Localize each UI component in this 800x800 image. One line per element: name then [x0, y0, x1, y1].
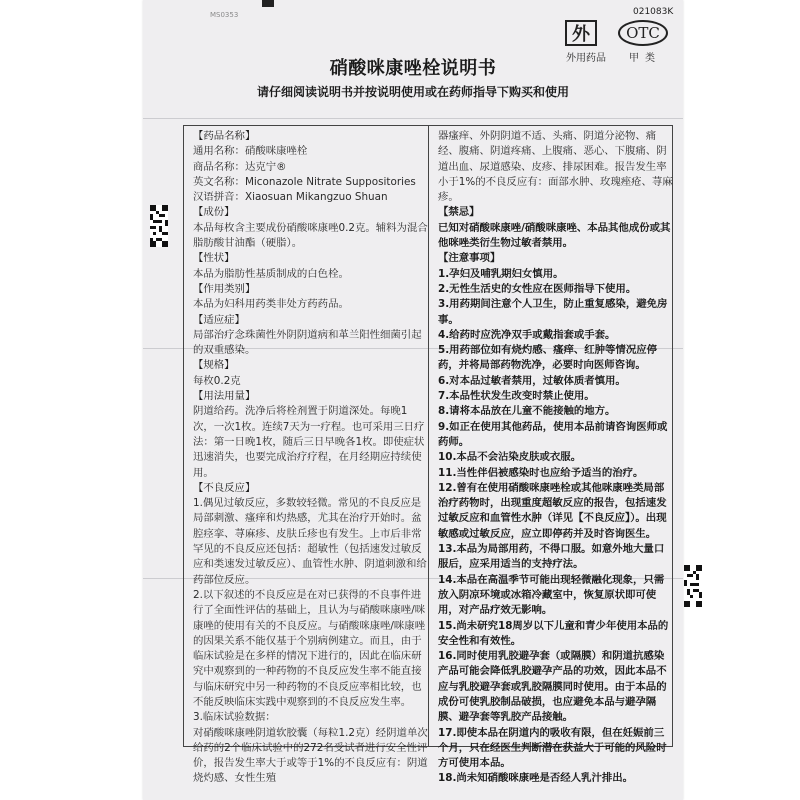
- section-text: 1.孕妇及哺乳期妇女慎用。: [438, 267, 564, 280]
- section-text: 14.本品在高温季节可能出现轻微融化现象，只需放入阴凉环境或冰箱冷藏室中，恢复原状即可使用，对产品疗效无影响。: [438, 573, 665, 617]
- section-heading: 【适应症】: [193, 313, 245, 326]
- section-text: 阴道给药。洗净后将栓剂置于阴道深处。每晚1次，一次1枚。连续7天为一疗程。也可采用三日疗法：第一日晚1枚，随后三日早晚各1枚。即使症状迅速消失，也要完成治疗疗程，在月经期应持续使用。: [193, 405, 425, 479]
- otc-mark: OTC: [618, 20, 668, 46]
- section-text: 通用名称：硝酸咪康唑栓: [193, 145, 308, 158]
- section-text: 16.同时使用乳胶避孕套（或隔膜）和阴道抗感染产品可能会降低乳胶避孕产品的功效，因此本品不应与乳胶避孕套或乳胶隔膜同时使用。由于本品的成份可使乳胶制品破损，也应避免本品与避孕隔膜、避孕套等乳胶产品接触。: [438, 650, 667, 724]
- section-text: 本品为妇科用药类非处方药药品。: [193, 298, 349, 311]
- section-heading: 【注意事项】: [438, 252, 501, 265]
- section-text: 10.本品不会沾染皮肤或衣服。: [438, 451, 582, 464]
- section-text: 15.尚未研究18周岁以下儿童和青少年使用本品的安全性和有效性。: [438, 619, 669, 647]
- section-text: 器瘙痒、外阴阴道不适、头痛、阴道分泌物、痛经、腹痛、阴道疼痛、上腹痛、恶心、下腹痛、阴道出血、尿道感染、皮疹、排尿困难。报告发生率小于1%的不良反应有：面部水肿、玫瑰痤疮、荨麻疹。: [438, 130, 673, 204]
- section-text: 12.曾有在使用硝酸咪康唑栓或其他咪康唑类局部治疗药物时，出现重度超敏反应的报告，包括速发过敏反应和血管性水肿（详见【不良反应】）。出现敏感或过敏反应，应立即停药并及时咨询医生。: [438, 481, 667, 540]
- section-text: 9.如正在使用其他药品，使用本品前请咨询医师或药师。: [438, 420, 668, 448]
- section-heading: 【禁忌】: [438, 206, 480, 219]
- fold-line: [143, 118, 683, 119]
- section-text: 13.本品为局部用药，不得口服。如意外地大量口服后，应采用适当的支持疗法。: [438, 543, 665, 571]
- section-text: 本品为脂肪性基质制成的白色栓。: [193, 267, 349, 280]
- section-text: 4.给药时应洗净双手或戴指套或手套。: [438, 328, 616, 341]
- section-heading: 【药品名称】: [193, 130, 256, 142]
- leaflet-code: 021083K: [633, 7, 674, 17]
- section-heading: 【规格】: [193, 359, 235, 372]
- section-text: 3.临床试验数据：: [193, 711, 276, 724]
- qr-code-icon: [150, 205, 168, 247]
- section-text: 8.请将本品放在儿童不能接触的地方。: [438, 405, 616, 418]
- section-text: 已知对硝酸咪康唑/硝酸咪康唑、本品其他成份或其他咪唑类衍生物过敏者禁用。: [438, 221, 671, 250]
- section-text: 2.以下叙述的不良反应是在对已获得的不良事件进行了全面性评估的基础上，且认为与硝酸咪康唑/咪康唑的使用有关的不良反应。与硝酸咪康唑/咪康唑的因果关系不能仅基于个别病例建立。而且，由于临床试验是在多样的情况下进行的，因此在临床研究中观察到的一种药物的不良反应发生率不能直接与临床研究中另一种药物的不良反应率相比较，也不能反映临床实践中观察到的不良反应发生率。: [193, 588, 426, 708]
- right-column: [438, 129, 673, 785]
- section-text: 汉语拼音：Xiaosuan Mikangzuo Shuan: [193, 191, 388, 204]
- section-text: 18.尚未知硝酸咪康唑是否经人乳汁排出。: [438, 772, 634, 785]
- document-title: 硝酸咪康唑栓说明书: [329, 58, 497, 79]
- external-use-mark: 外: [565, 20, 597, 46]
- section-heading: 【不良反应】: [193, 481, 256, 494]
- print-registration-mark: [262, 0, 274, 7]
- section-text: 11.当性伴侣被感染时也应给予适当的治疗。: [438, 466, 644, 479]
- section-heading: 【成份】: [193, 206, 235, 219]
- otc-class-label: 甲类: [629, 53, 661, 64]
- section-heading: 【用法用量】: [193, 390, 256, 403]
- section-text: 2.无性生活史的女性应在医师指导下使用。: [438, 282, 637, 295]
- section-text: 6.对本品过敏者禁用，过敏体质者慎用。: [438, 374, 626, 387]
- section-text: 7.本品性状发生改变时禁止使用。: [438, 390, 595, 403]
- section-text: 每枚0.2克: [193, 374, 241, 387]
- column-divider: [428, 125, 429, 747]
- section-text: 局部治疗念珠菌性外阴阴道病和革兰阳性细菌引起的双重感染。: [193, 328, 422, 357]
- section-text: 17.即使本品在阴道内的吸收有限，但在妊娠前三个月，只在经医生判断潜在获益大于可能的风险时方可使用本品。: [438, 726, 667, 770]
- external-use-label: 外用药品: [566, 53, 606, 64]
- section-text: 1.偶见过敏反应，多数较轻微。常见的不良反应是局部刺激、瘙痒和灼热感，尤其在治疗开始时。盆腔痉挛、荨麻疹、皮肤丘疹也有发生。上市后非常罕见的不良反应还包括：超敏性（包括速发过敏反应和类速发过敏反应）、血管性水肿、阴道刺激和给药部位反应。: [193, 497, 427, 586]
- section-text: 对硝酸咪康唑阴道软胶囊（每粒1.2克）经阴道单次给药的2个临床试验中的272名受试者进行安全性评价，报告发生率大于或等于1%的不良反应有：阴道烧灼感、女性生殖: [193, 726, 428, 785]
- left-column: [193, 129, 428, 785]
- section-text: 英文名称：Miconazole Nitrate Suppositories: [193, 175, 416, 188]
- small-code: MS0353: [210, 11, 239, 19]
- qr-code-icon: [684, 565, 702, 607]
- section-heading: 【作用类别】: [193, 282, 256, 295]
- reading-warning: 请仔细阅读说明书并按说明使用或在药师指导下购买和使用: [256, 85, 569, 99]
- section-text: 本品每枚含主要成份硝酸咪康唑0.2克。辅料为混合脂肪酸甘油酯（硬脂）。: [193, 221, 428, 250]
- section-text: 5.用药部位如有烧灼感、瘙痒、红肿等情况应停药，并将局部药物洗净，必要时向医师咨询。: [438, 344, 657, 372]
- section-heading: 【性状】: [193, 252, 235, 265]
- section-text: 商品名称：达克宁®: [193, 160, 287, 173]
- section-text: 3.用药期间注意个人卫生，防止重复感染，避免房事。: [438, 298, 668, 326]
